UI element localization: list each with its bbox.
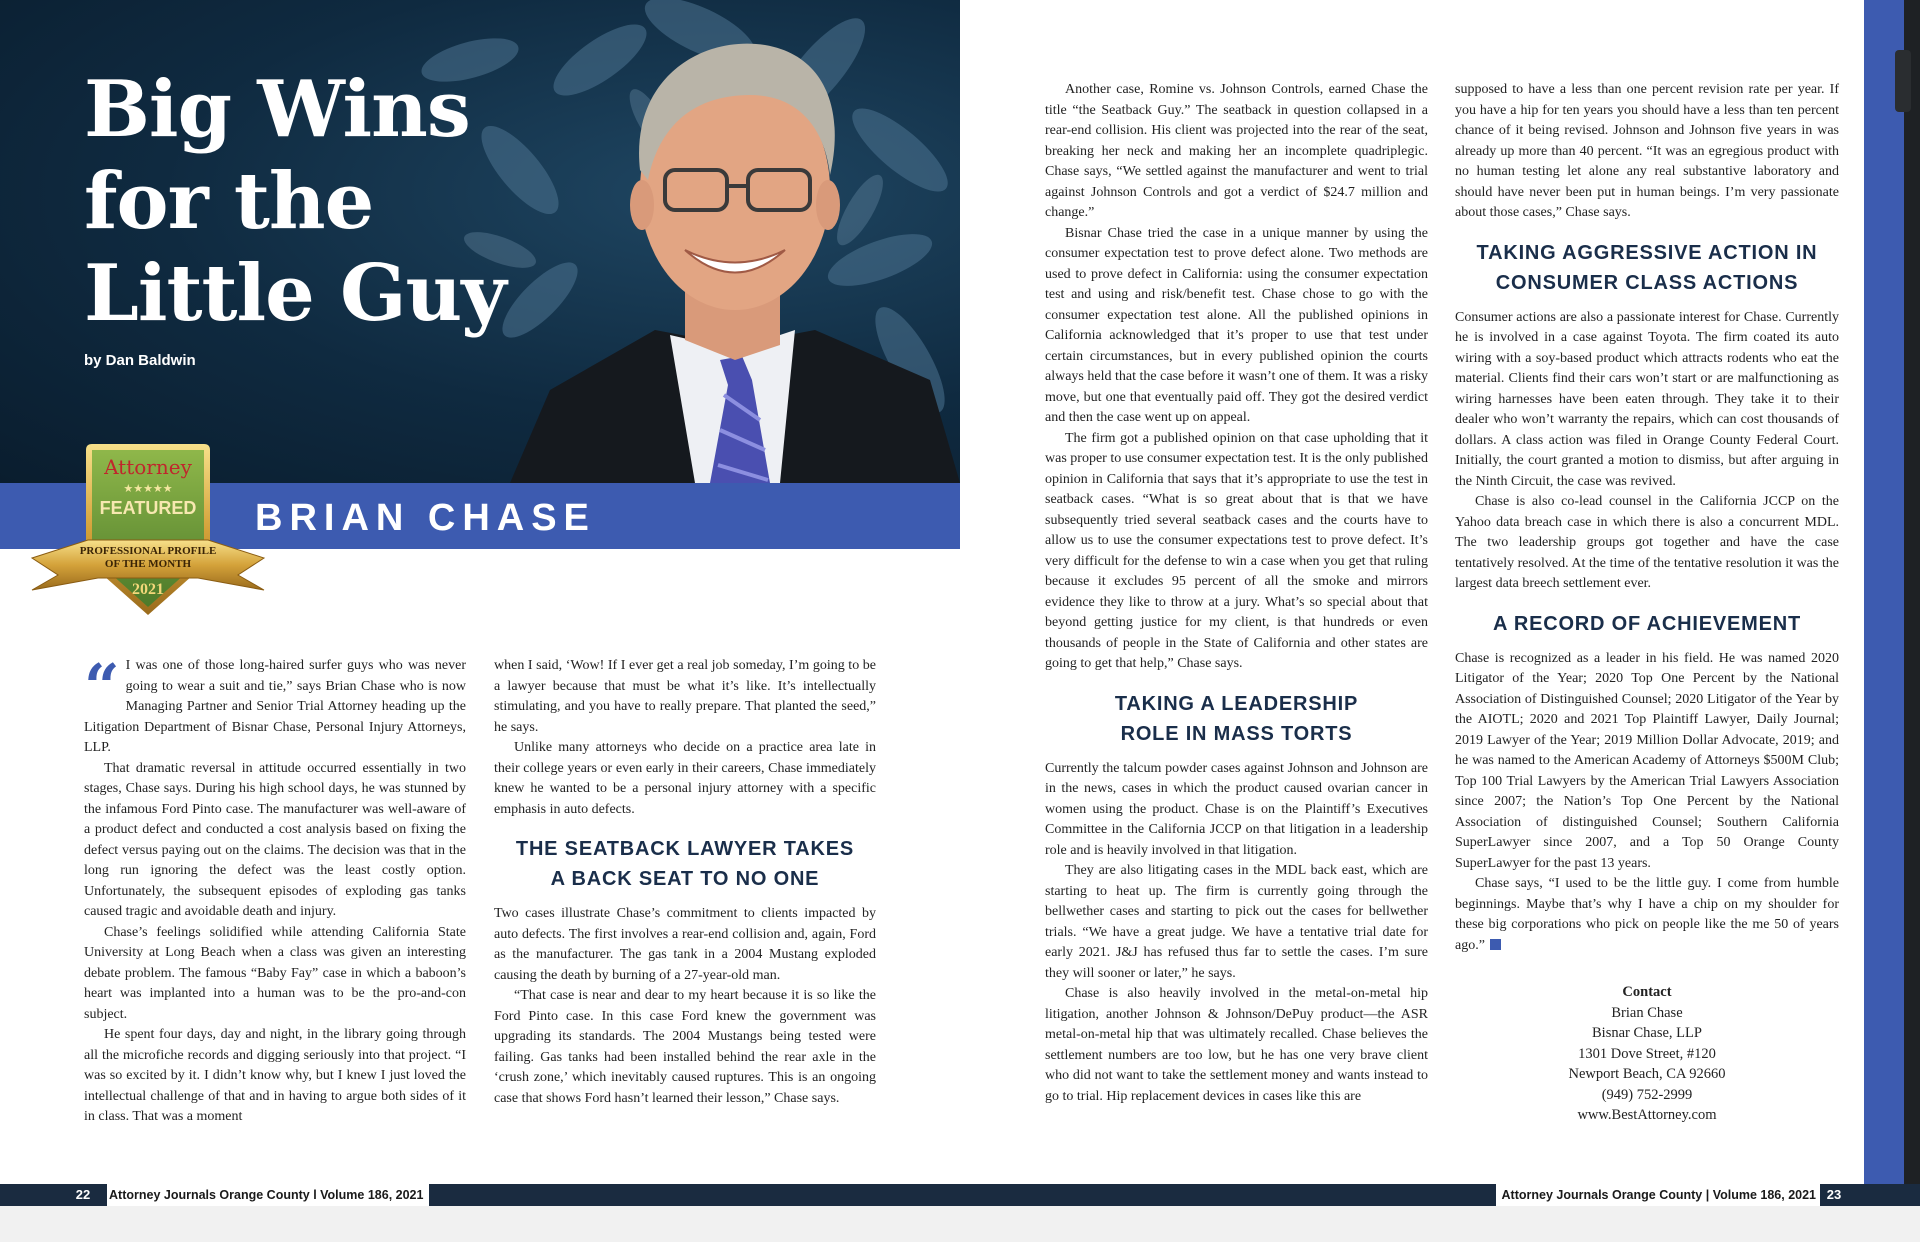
contact-heading: Contact — [1622, 984, 1672, 1000]
paragraph: Another case, Romine vs. Johnson Controls, earned Chase the title “the Seatback Guy.” The seatback in question collapsed in a rear-end collision. His client was projected into the rear of the seat, breaking her neck and making her an incomplete quadriplegic. Chase says, “We settled against the manufacturer and went to trial against Johnson Controls and got a verdict of $24.7 million and change.” — [1045, 82, 1428, 220]
contact-website[interactable]: www.BestAttorney.com — [1577, 1107, 1717, 1123]
badge-stars: ★★★★★ — [123, 482, 173, 495]
paragraph: when I said, ‘Wow! If I ever get a real job someday, I’m going to be a lawyer because that must be what it’s like. It’s intellectually stimulating, and you have to really prepare. That planted the seed,” he says. — [494, 658, 876, 735]
paragraph: The firm got a published opinion on that case upholding that it was proper to use consumer expectation test. It is the only published opinion in California that says that it’s appropriate to use the test in seatback cases. “What is so great about that is that we have subsequently tried several seatback cases and the courts have to allow us to use the consumer expectations test to prove defect. It’s very difficult for the defense to win a case when you get that ruling because it excludes 95 percent of all the smoke and mirrors evidence they like to throw at a jury. What’s so special about that beyond getting justice for my client, is that hundreds or even thousands of people in the State of California and other states are going to get that help,” Chase says. — [1045, 430, 1428, 671]
section-heading-seatback: THE SEATBACK LAWYER TAKES A BACK SEAT TO NO ONE — [515, 838, 855, 890]
end-mark-icon — [1490, 939, 1501, 950]
badge-line-4: OF THE MONTH — [104, 558, 192, 570]
paragraph: Chase is also co-lead counsel in the California JCCP on the Yahoo data breach case in which there is also a concurrent MDL. The two leadership groups got together and have the case tentatively resolved. At the time of the tentative resolution it was the largest data breech settlement ever. — [1455, 494, 1839, 591]
portrait-photo — [480, 0, 960, 483]
contact-city: Newport Beach, CA 92660 — [1568, 1066, 1726, 1082]
footer-label-left: Attorney Journals Orange County l Volume 186, 2021 — [107, 1184, 429, 1206]
contact-firm: Bisnar Chase, LLP — [1592, 1025, 1702, 1041]
right-outer-bar — [1904, 0, 1920, 1184]
badge-line-2: FEATURED — [99, 498, 197, 518]
footer-label-right: Attorney Journals Orange County | Volume 186, 2021 — [1496, 1184, 1820, 1206]
section-heading-class-actions: TAKING AGGRESSIVE ACTION IN CONSUMER CLASS ACTIONS — [1476, 241, 1818, 294]
article-column-2 — [494, 656, 876, 1109]
paragraph: Currently the talcum powder cases against Johnson and Johnson are in the news, cases in which the product caused ovarian cancer in women using the product. Chase is on the Plaintiff’s Executives Committee in the California JCCP on that litigation in a leadership role and is heavily involved in that litigation. — [1045, 760, 1428, 858]
article-column-1 — [84, 650, 466, 1128]
paragraph: Chase says, “I used to be the little guy. I come from humble beginnings. Maybe that’s why I have a chip on my shoulder for these big corporations who pick on people like the me 50 of years ago.” — [1455, 876, 1839, 953]
title-line-1: Big Wins — [84, 64, 470, 155]
title-line-3: Little Guy — [84, 248, 506, 339]
byline: by Dan Baldwin — [84, 352, 196, 369]
badge-year: 2021 — [132, 581, 164, 598]
badge-line-3: PROFESSIONAL PROFILE — [79, 545, 217, 557]
paragraph: Chase is also heavily involved in the metal-on-metal hip litigation, another Johnson & Johnson/DePuy product—the ASR metal-on-metal hip that was ultimately recalled. Chase believes the settlement numbers are too low, but he has one very brave client who did not want to take the settlement money and wants instead to go to trial. Hip replacement devices in cases like this are — [1045, 986, 1428, 1104]
paragraph: He spent four days, day and night, in the library going through all the microfiche records and digging seriously into that project. “I was so excited by it. I didn’t know why, but I knew I just loved the intellectual challenge of that and in having to argue both sides of it in class. That was a moment — [84, 1027, 466, 1124]
badge-line-1: Attorney — [104, 455, 192, 479]
hero-banner — [0, 0, 960, 483]
article-column-3 — [1045, 80, 1428, 1107]
paragraph: That dramatic reversal in attitude occurred essentially in two stages, Chase says. During his high school days, he was stunned by the infamous Ford Pinto case. The manufacturer was well-aware of a product defect and conducted a cost analysis based on fixing the defect versus paying out on the claims. The decision was that in the long run ignoring the defect was the least costly option. Unfortunately, the subsequent episodes of exploding gas tanks caused tragic and avoidable death and injury. — [84, 760, 466, 919]
paragraph: Chase is recognized as a leader in his field. He was named 2020 Litigator of the Year; 2020 Top One Percent by the National Association of Distinguished Counsel; 2020 Litigator of the Year by the AIOTL; 2020 and 2021 Top Plaintiff Lawyer, Daily Journal; 2019 Lawyer of the Year; 2019 Million Dollar Advocate, 2019; and he was named to the American Academy of Attorneys $500M Club; Top 100 Trial Lawyers by the American Trial Lawyers Association since 2007; the Nation’s Top One Percent by the National Association of distinguished Counsel; Southern California SuperLawyer since 2007, and a Top 50 Orange County SuperLawyer for the past 13 years. — [1455, 650, 1839, 871]
contact-phone: (949) 752-2999 — [1601, 1086, 1693, 1103]
article-title — [84, 64, 506, 340]
featured-profile-badge — [28, 440, 268, 620]
section-heading-mass-torts: TAKING A LEADERSHIP ROLE IN MASS TORTS — [1114, 692, 1359, 745]
page-number-right: 23 — [1826, 1187, 1842, 1202]
bottom-strip — [0, 1206, 1920, 1242]
paragraph: Unlike many attorneys who decide on a practice area late in their college years or even early in their careers, Chase immediately knew he wanted to be a personal injury attorney with a specific emphasis in auto defects. — [494, 740, 876, 817]
scroll-thumb[interactable] — [1895, 50, 1911, 112]
paragraph: Two cases illustrate Chase’s commitment to clients impacted by auto defects. The first involves a rear-end collision and, again, Ford as the manufacturer. The gas tank in a 2004 Mustang exploded causing the death by burning of a 27-year-old man. — [494, 906, 876, 983]
section-heading-achievement: A RECORD OF ACHIEVEMENT — [1492, 612, 1802, 635]
paragraph: “That case is near and dear to my heart because it is so like the Ford Pinto case. In this case Ford knew the government was upgrading its standards. The 2004 Mustangs being tested were failing. Gas tanks had been installed behind the rear axle in the ‘crush zone,’ which inevitably caused ruptures. This is an ongoing case that shows Ford hasn’t learned their lesson,” Chase says. — [494, 988, 876, 1106]
paragraph: supposed to have a less than one percent revision rate per year. If you have a hip for ten years you should have a less than ten percent chance of it being revised. Johnson and Johnson five years in was already up more than 40 percent. “It was an egregious product with no human testing let alone any real substantive laboratory and should have never been put in human beings. I’m very passionate about those cases,” Chase says. — [1455, 82, 1839, 220]
contact-street: 1301 Dove Street, #120 — [1578, 1045, 1716, 1062]
article-column-4 — [1455, 80, 1839, 1126]
paragraph: Consumer actions are also a passionate interest for Chase. Currently he is involved in a case against Toyota. The firm coated its auto wiring with a soy-based product which attracts rodents who eat the material. Clients find their cars won’t start or are malfunctioning as wiring harnesses have been eaten through. They take it to their dealer who won’t warranty the repairs, which can cost thousands of dollars. A class action was filed in Orange County Federal Court. Initially, the court granted a motion to dismiss, but after arguing in the Ninth Circuit, the case was revived. — [1455, 309, 1839, 489]
page-number-left: 22 — [66, 1184, 100, 1206]
subject-name: BRIAN CHASE — [255, 497, 596, 539]
right-edge-accent — [1864, 0, 1904, 1184]
contact-block — [1455, 982, 1839, 1126]
paragraph: They are also litigating cases in the MDL back east, which are starting to heat up. The firm is currently going through the bellwether cases and starting to pick out the cases for bellwether trials. “We have a great judge. We have a tentative trial date for early 2021. J&J has refused thus far to settle the cases. I’m sure they will sooner or later,” he says. — [1045, 863, 1428, 981]
paragraph: Bisnar Chase tried the case in a unique manner by using the consumer expectation test to prove defect alone. Two methods are used to prove defect in California: using the consumer expectation test and using and risk/benefit test. Chase chose to go with the consumer expectation test alone. All the published opinions in California acknowledged that it’s proper to use that test under certain circumstances, but in every published opinion the courts always held that the case before it wasn’t one of them. It was a risky move, but one that eventually paid off. They got the desired verdict and then the case went up on appeal. — [1045, 225, 1428, 425]
quote-mark-icon: “ — [84, 650, 120, 723]
paragraph: Chase’s feelings solidified while attending California State University at Long Beach when a class was given an interesting debate problem. The famous “Baby Fay” case in which a baboon’s heart was implanted into a human was to be the pro-and-con subject. — [84, 924, 466, 1022]
title-line-2: for the — [84, 156, 374, 247]
paragraph: “ I was one of those long-haired surfer guys who was never going to wear a suit and tie,” says Brian Chase who is now Managing Partner and Senior Trial Attorney heading up the Litigation Department of Bisnar Chase, Personal Injury Attorneys, LLP. — [84, 650, 466, 755]
contact-name: Brian Chase — [1611, 1004, 1683, 1021]
